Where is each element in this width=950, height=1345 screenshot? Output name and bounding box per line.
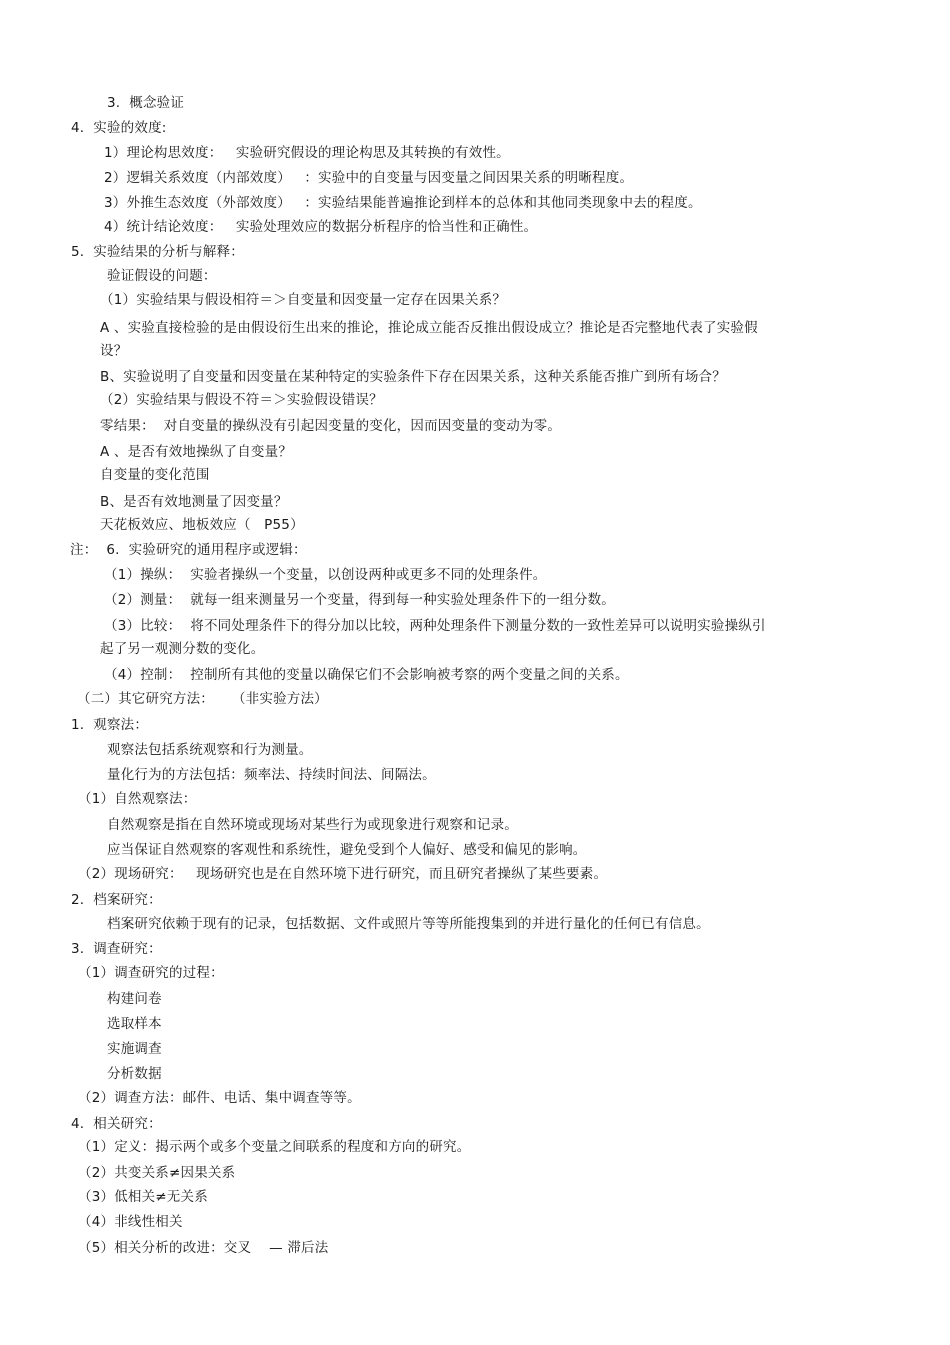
- text-line: 4）统计结论效度： 实验处理效应的数据分析程序的恰当性和正确性。: [104, 219, 538, 235]
- text-line: B、实验说明了自变量和因变量在某种特定的实验条件下存在因果关系，这种关系能否推广到所有场合？: [100, 369, 726, 385]
- list-item: 实施调查: [107, 1041, 162, 1057]
- text-line: （1）实验结果与假设相符＝＞自变量和因变量一定存在因果关系？: [100, 292, 507, 308]
- text-line: 3）外推生态效度（外部效度） ：实验结果能普遍推论到样本的总体和其他同类现象中去的程度。: [104, 195, 702, 211]
- text-line: A 、实验直接检验的是由假设衍生出来的推论，推论成立能否反推出假设成立？推论是否完整地代表了实验假: [100, 320, 758, 336]
- text-line: 应当保证自然观察的客观性和系统性，避免受到个人偏好、感受和偏见的影响。: [107, 842, 587, 858]
- text-line: （4）非线性相关: [78, 1214, 183, 1230]
- list-item: 分析数据: [107, 1066, 162, 1082]
- text-line: （2）调查方法：邮件、电话、集中调查等等。: [78, 1090, 361, 1106]
- text-line: （1）定义：揭示两个或多个变量之间联系的程度和方向的研究。: [78, 1139, 471, 1155]
- text-line: B、是否有效地测量了因变量？: [100, 494, 288, 510]
- text-line: 档案研究依赖于现有的记录，包括数据、文件或照片等等所能搜集到的并进行量化的任何已有信息。: [107, 916, 710, 932]
- text-line: 1）理论构思效度： 实验研究假设的理论构思及其转换的有效性。: [104, 145, 510, 161]
- list-item: 选取样本: [107, 1016, 162, 1032]
- list-item: 构建问卷: [107, 991, 162, 1007]
- text-line: （3）比较： 将不同处理条件下的得分加以比较，两种处理条件下测量分数的一致性差异可以说明实验操纵引: [104, 618, 766, 634]
- section-heading: （二）其它研究方法： （非实验方法）: [77, 691, 328, 707]
- text-line: （1）自然观察法：: [78, 791, 197, 807]
- text-line: 零结果： 对自变量的操纵没有引起因变量的变化，因而因变量的变动为零。: [100, 418, 562, 434]
- text-line: （5）相关分析的改进：交叉 — 滞后法: [78, 1240, 329, 1256]
- text-line: 3. 概念验证: [107, 95, 185, 111]
- text-line: （1）操纵： 实验者操纵一个变量，以创设两种或更多不同的处理条件。: [104, 567, 547, 583]
- text-line: 量化行为的方法包括：频率法、持续时间法、间隔法。: [107, 767, 436, 783]
- text-line: （2）现场研究： 现场研究也是在自然环境下进行研究，而且研究者操纵了某些要素。: [78, 866, 608, 882]
- section-heading: 3. 调查研究：: [71, 941, 162, 957]
- text-line: 设？: [100, 343, 128, 359]
- section-heading: 2. 档案研究：: [71, 892, 162, 908]
- section-heading: 注： 6. 实验研究的通用程序或逻辑：: [70, 542, 307, 558]
- text-line: 2）逻辑关系效度（内部效度） ：实验中的自变量与因变量之间因果关系的明晰程度。: [104, 170, 634, 186]
- text-line: （1）调查研究的过程：: [78, 965, 224, 981]
- text-line: 起了另一观测分数的变化。: [100, 641, 265, 657]
- section-heading: 1. 观察法：: [71, 717, 149, 733]
- text-line: （4）控制： 控制所有其他的变量以确保它们不会影响被考察的两个变量之间的关系。: [104, 667, 629, 683]
- text-line: （2）实验结果与假设不符＝＞实验假设错误？: [100, 392, 383, 408]
- text-line: A 、是否有效地操纵了自变量？: [100, 444, 293, 460]
- text-line: （3）低相关≠无关系: [78, 1189, 208, 1205]
- text-line: 天花板效应、地板效应（ P55）: [100, 517, 304, 533]
- section-heading: 5. 实验结果的分析与解释：: [71, 244, 244, 260]
- text-line: 自变量的变化范围: [100, 467, 210, 483]
- text-line: （2）测量： 就每一组来测量另一个变量，得到每一种实验处理条件下的一组分数。: [104, 592, 615, 608]
- section-heading: 4. 实验的效度:: [71, 120, 167, 136]
- text-line: 验证假设的问题：: [107, 268, 217, 284]
- text-line: （2）共变关系≠因果关系: [78, 1165, 236, 1181]
- text-line: 观察法包括系统观察和行为测量。: [107, 742, 313, 758]
- text-line: 自然观察是指在自然环境或现场对某些行为或现象进行观察和记录。: [107, 817, 518, 833]
- section-heading: 4. 相关研究：: [71, 1116, 162, 1132]
